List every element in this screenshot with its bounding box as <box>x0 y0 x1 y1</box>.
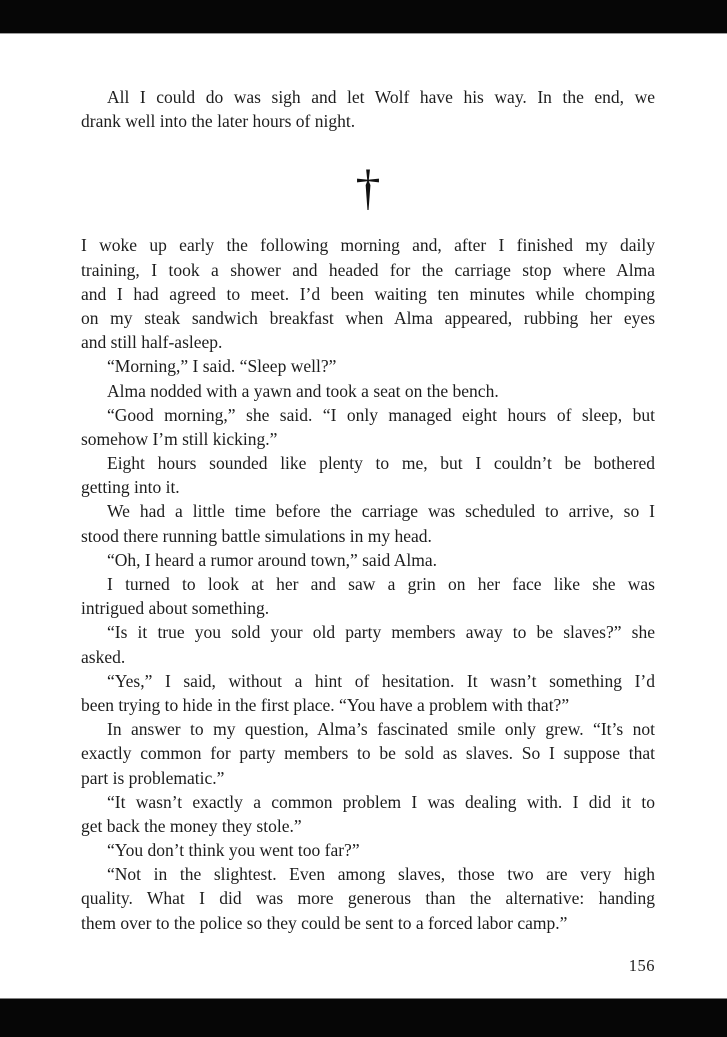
bottom-black-border <box>0 998 727 1037</box>
body-text <box>81 85 655 935</box>
text-line: “Good morning,” she said. “I only managed eight hours of sleep, but <box>107 404 655 425</box>
text-line: them over to the police so they could be sent to a forced labor camp.” <box>81 912 568 933</box>
text-line: exactly common for party members to be sold as slaves. So I suppose that <box>81 743 655 764</box>
text-line: “Not in the slightest. Even among slaves, those two are very high <box>107 864 655 885</box>
top-black-border <box>0 0 727 34</box>
text-line: quality. What I did was more generous than the alternative: handing <box>81 888 655 909</box>
text-line: All I could do was sigh and let Wolf have his way. In the end, we <box>107 87 655 107</box>
text-line: asked. <box>81 646 126 667</box>
text-line: “Is it true you sold your old party members away to be slaves?” she <box>107 622 655 643</box>
text-line: I turned to look at her and saw a grin on her face like she was <box>107 574 655 594</box>
text-line: In answer to my question, Alma’s fascinated smile only grew. “It’s not <box>107 719 655 740</box>
scene-break <box>81 133 655 233</box>
text-line: drank well into the later hours of night. <box>81 111 356 132</box>
page-number: 156 <box>628 956 655 975</box>
text-line: and still half-asleep. <box>81 332 223 353</box>
text-line: somehow I’m still kicking.” <box>81 428 278 449</box>
text-line: “You don’t think you went too far?” <box>107 840 360 861</box>
text-line: “Yes,” I said, without a hint of hesitation. It wasn’t something I’d <box>107 670 655 691</box>
text-line: Alma nodded with a yawn and took a seat on the bench. <box>107 380 499 401</box>
text-line: getting into it. <box>81 477 180 498</box>
text-line: intrigued about something. <box>81 598 270 619</box>
text-line: get back the money they stole.” <box>81 815 302 836</box>
text-line: “Oh, I heard a rumor around town,” said Alma. <box>107 549 437 570</box>
text-line: part is problematic.” <box>81 767 225 788</box>
dagger-cross-icon: † <box>355 159 381 216</box>
text-line: stood there running battle simulations in my head. <box>81 525 432 546</box>
text-line: been trying to hide in the first place. “You have a problem with that?” <box>81 694 570 715</box>
text-line: on my steak sandwich breakfast when Alma appeared, rubbing her eyes <box>81 307 655 328</box>
text-line: and I had agreed to meet. I’d been waiting ten minutes while chomping <box>81 283 655 304</box>
text-line: Eight hours sounded like plenty to me, but I couldn’t be bothered <box>107 453 655 474</box>
text-line: training, I took a shower and headed for the carriage stop where Alma <box>81 259 655 280</box>
text-line: We had a little time before the carriage was scheduled to arrive, so I <box>107 501 655 522</box>
text-line: I woke up early the following morning and, after I finished my daily <box>81 235 655 256</box>
text-line: “Morning,” I said. “Sleep well?” <box>107 356 337 377</box>
text-line: “It wasn’t exactly a common problem I was dealing with. I did it to <box>107 791 655 812</box>
